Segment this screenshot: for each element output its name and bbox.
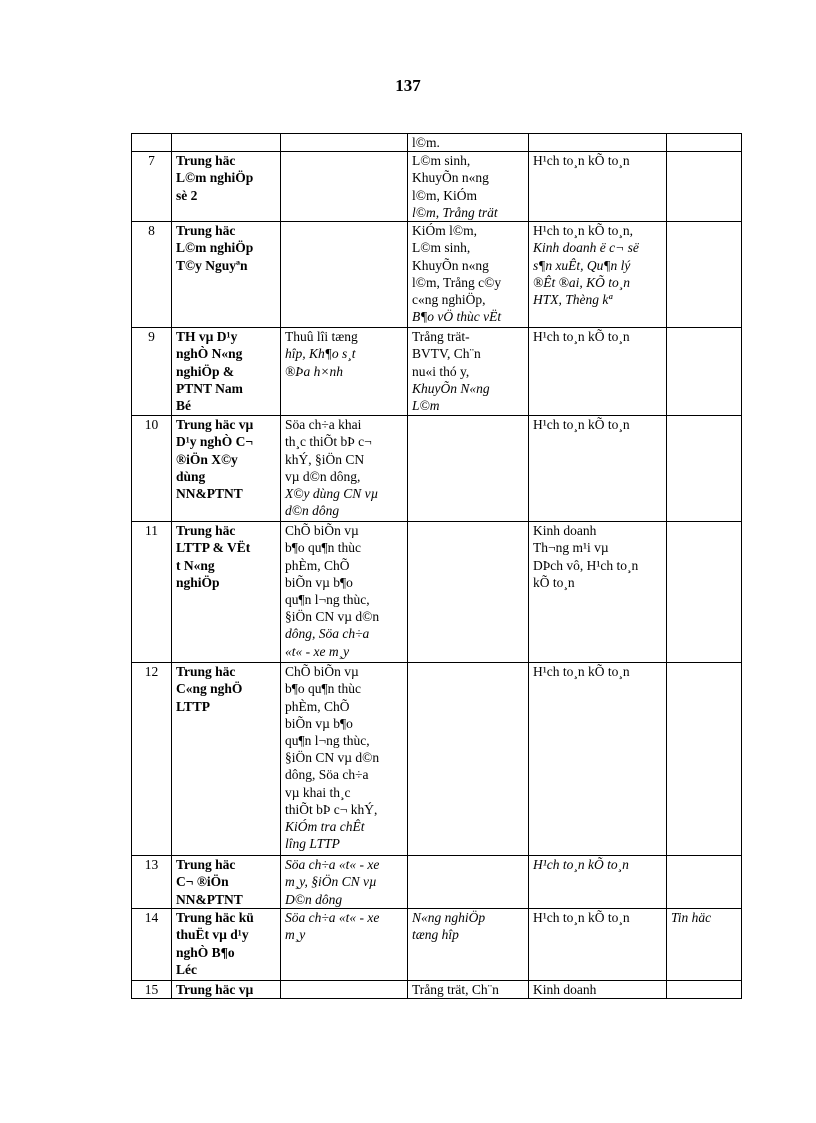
cell-text: dông, Söa ch÷a [285, 626, 370, 642]
cell-text: H¹ch to¸n kÕ to¸n [533, 857, 629, 873]
cell-text: Th¬ng m¹i vµ [533, 540, 609, 556]
cell-text: DÞch vô, H¹ch to¸n [533, 557, 639, 573]
cell-text: m¸y, §iÖn CN vµ [285, 874, 377, 890]
program-cell-c6 [667, 856, 742, 909]
program-cell-c6 [667, 663, 742, 856]
cell-text: Trång trät- [412, 329, 470, 345]
cell-text: c«ng nghiÖp, [412, 292, 486, 308]
row-number [132, 134, 172, 152]
cell-text: vµ khai th¸c [285, 784, 351, 800]
row-number: 8 [132, 222, 172, 328]
cell-text: H¹ch to¸n kÕ to¸n [533, 153, 630, 169]
school-name-line: TH vµ D¹y [176, 329, 238, 345]
school-name-line: T©y Nguyªn [176, 257, 248, 273]
cell-text: Kinh doanh [533, 982, 597, 998]
program-cell-c3 [281, 981, 408, 999]
cell-text: ChÕ biÕn vµ [285, 664, 359, 680]
school-name-line: Trung häc [176, 523, 236, 539]
school-name-line: D¹y nghÒ C¬ [176, 434, 254, 450]
cell-text: nu«i thó y, [412, 363, 470, 379]
cell-text: biÕn vµ b¶o [285, 715, 353, 731]
program-cell-c3 [281, 134, 408, 152]
program-cell-c4 [408, 152, 529, 222]
school-name-line: sè 2 [176, 187, 198, 203]
cell-text: phÈm, ChÕ [285, 557, 350, 573]
cell-text: ®Êt ®ai, KÕ to¸n [533, 274, 631, 290]
cell-text: m¸y [285, 927, 306, 943]
program-cell-c5 [529, 663, 667, 856]
program-cell-c6 [667, 416, 742, 522]
cell-text: d©n dông [285, 503, 340, 519]
school-name-cell [172, 981, 281, 999]
program-cell-c5 [529, 152, 667, 222]
table-row [132, 134, 742, 152]
program-cell-c3 [281, 522, 408, 663]
cell-text: «t« - xe m¸y [285, 643, 350, 659]
school-name-cell [172, 909, 281, 981]
cell-text: KhuyÕn N«ng [412, 380, 490, 396]
cell-text: KiÓm tra chÊt [285, 819, 365, 835]
program-cell-c6 [667, 981, 742, 999]
row-number: 7 [132, 152, 172, 222]
table-row [132, 152, 742, 222]
cell-text: H¹ch to¸n kÕ to¸n, [533, 223, 634, 239]
cell-text: kÕ to¸n [533, 574, 575, 590]
program-cell-c6 [667, 909, 742, 981]
table-row [132, 663, 742, 856]
program-cell-c6 [667, 328, 742, 416]
cell-text: §iÖn CN vµ d©n [285, 750, 380, 766]
school-name-cell [172, 222, 281, 328]
program-cell-c3 [281, 909, 408, 981]
table-body [132, 134, 742, 999]
cell-text: KhuyÕn n«ng [412, 257, 489, 273]
school-name-cell [172, 522, 281, 663]
cell-text: b¶o qu¶n thùc [285, 681, 361, 697]
cell-text: thiÕt bÞ c¬ khÝ, [285, 801, 378, 817]
school-name-line: Trung häc [176, 857, 236, 873]
school-name-line: Trung häc vµ [176, 982, 254, 998]
school-name-line: Bé [176, 398, 191, 414]
school-name-line: C¬ ®iÖn [176, 874, 229, 890]
program-cell-c6 [667, 222, 742, 328]
cell-text: Tin häc [671, 910, 712, 926]
cell-text: Thuû lîi tæng [285, 329, 358, 345]
school-name-line: Trung häc [176, 153, 236, 169]
table-row [132, 856, 742, 909]
cell-text: qu¶n l¬ng thùc, [285, 592, 370, 608]
school-name-line: thuËt vµ d¹y [176, 927, 249, 943]
cell-text: phÈm, ChÕ [285, 698, 350, 714]
cell-text: §iÖn CN vµ d©n [285, 609, 380, 625]
cell-text: L©m sinh, [412, 240, 471, 256]
cell-text: l©m, Trång c©y [412, 274, 502, 290]
program-cell-c5 [529, 328, 667, 416]
cell-text: KiÓm l©m, [412, 223, 478, 239]
program-cell-c4 [408, 134, 529, 152]
cell-text: l©m, Trång trät [412, 204, 498, 220]
cell-text: KhuyÕn n«ng [412, 170, 489, 186]
cell-text: Söa ch÷a «t« - xe [285, 910, 380, 926]
school-name-line: Trung häc [176, 223, 236, 239]
cell-text: HTX, Thèng kª [533, 292, 613, 308]
program-cell-c3 [281, 152, 408, 222]
program-cell-c5 [529, 981, 667, 999]
cell-text: L©m sinh, [412, 153, 471, 169]
school-name-cell [172, 152, 281, 222]
school-name-cell [172, 328, 281, 416]
cell-text: BVTV, Ch¨n [412, 346, 481, 362]
row-number: 14 [132, 909, 172, 981]
school-name-line: nghiÖp & [176, 363, 235, 379]
program-cell-c5 [529, 522, 667, 663]
cell-text: D©n dông [285, 891, 343, 907]
program-cell-c3 [281, 416, 408, 522]
cell-text: th¸c thiÕt bÞ c¬ [285, 434, 372, 450]
school-name-cell [172, 856, 281, 909]
program-cell-c6 [667, 152, 742, 222]
program-cell-c4 [408, 663, 529, 856]
cell-text: hîp, Kh¶o s¸t [285, 346, 356, 362]
cell-text: qu¶n l¬ng thùc, [285, 733, 370, 749]
cell-text: s¶n xuÊt, Qu¶n lý [533, 257, 631, 273]
school-name-cell [172, 134, 281, 152]
program-cell-c5 [529, 856, 667, 909]
program-cell-c4 [408, 856, 529, 909]
program-cell-c6 [667, 134, 742, 152]
school-name-line: nghÒ N«ng [176, 346, 243, 362]
cell-text: Kinh doanh ë c¬ së [533, 240, 639, 256]
program-cell-c3 [281, 328, 408, 416]
program-cell-c4 [408, 981, 529, 999]
cell-text: H¹ch to¸n kÕ to¸n [533, 417, 630, 433]
row-number: 10 [132, 416, 172, 522]
school-name-line: ®iÖn X©y [176, 451, 238, 467]
school-name-line: LTTP [176, 698, 211, 714]
row-number: 13 [132, 856, 172, 909]
school-name-line: L©m nghiÖp [176, 170, 254, 186]
cell-text: l©m. [412, 135, 440, 150]
cell-text: L©m [412, 398, 440, 414]
cell-text: khÝ, §iÖn CN [285, 451, 365, 467]
program-cell-c5 [529, 416, 667, 522]
program-cell-c4 [408, 522, 529, 663]
cell-text: l©m, KiÓm [412, 187, 478, 203]
school-name-line: dùng [176, 468, 206, 484]
school-name-line: Trung häc [176, 664, 236, 680]
cell-text: N«ng nghiÖp [412, 910, 486, 926]
row-number: 15 [132, 981, 172, 999]
cell-text: biÕn vµ b¶o [285, 574, 353, 590]
cell-text: H¹ch to¸n kÕ to¸n [533, 329, 630, 345]
cell-text: H¹ch to¸n kÕ to¸n [533, 664, 630, 680]
school-name-cell [172, 663, 281, 856]
school-name-line: PTNT Nam [176, 380, 243, 396]
cell-text: dông, Söa ch÷a [285, 767, 369, 783]
school-name-line: Trung häc vµ [176, 417, 254, 433]
cell-text: ChÕ biÕn vµ [285, 523, 359, 539]
school-name-line: nghiÖp [176, 574, 220, 590]
program-cell-c4 [408, 909, 529, 981]
training-institutions-table [131, 133, 742, 999]
cell-text: vµ d©n dông, [285, 468, 361, 484]
program-cell-c6 [667, 522, 742, 663]
program-cell-c4 [408, 416, 529, 522]
program-cell-c3 [281, 856, 408, 909]
table-row [132, 328, 742, 416]
program-cell-c5 [529, 909, 667, 981]
cell-text: ®Þa h×nh [285, 363, 343, 379]
table-row [132, 416, 742, 522]
row-number: 11 [132, 522, 172, 663]
cell-text: lîng LTTP [285, 836, 340, 852]
school-name-line: LTTP & VËt [176, 540, 251, 556]
cell-text: Söa ch÷a «t« - xe [285, 857, 380, 873]
table-row [132, 222, 742, 328]
cell-text: X©y dùng CN vµ [285, 486, 379, 502]
cell-text: tæng hîp [412, 927, 459, 943]
cell-text: Trång trät, Ch¨n [412, 982, 499, 998]
program-cell-c4 [408, 222, 529, 328]
school-name-line: C«ng nghÖ [176, 681, 243, 697]
school-name-line: L©m nghiÖp [176, 240, 254, 256]
program-cell-c5 [529, 134, 667, 152]
row-number: 9 [132, 328, 172, 416]
school-name-line: Léc [176, 961, 197, 977]
program-cell-c4 [408, 328, 529, 416]
cell-text: b¶o qu¶n thùc [285, 540, 361, 556]
school-name-line: nghÒ B¶o [176, 944, 235, 960]
program-cell-c5 [529, 222, 667, 328]
school-name-cell [172, 416, 281, 522]
cell-text: Söa ch÷a khai [285, 417, 362, 433]
cell-text: B¶o vÖ thùc vËt [412, 309, 502, 325]
page-number: 137 [395, 76, 421, 95]
school-name-line: NN&PTNT [176, 891, 243, 907]
school-name-line: NN&PTNT [176, 486, 243, 502]
row-number: 12 [132, 663, 172, 856]
school-name-line: Trung häc kü [176, 910, 254, 926]
table-row [132, 909, 742, 981]
table-row [132, 522, 742, 663]
program-cell-c3 [281, 222, 408, 328]
school-name-line: t N«ng [176, 557, 215, 573]
table-row [132, 981, 742, 999]
cell-text: H¹ch to¸n kÕ to¸n [533, 910, 630, 926]
program-cell-c3 [281, 663, 408, 856]
cell-text: Kinh doanh [533, 523, 597, 539]
